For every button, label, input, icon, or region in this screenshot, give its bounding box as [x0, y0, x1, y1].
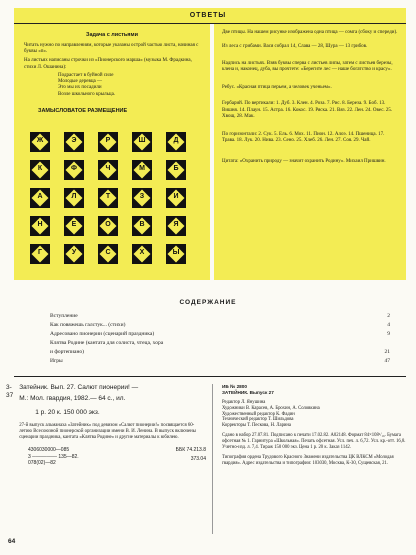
divider	[14, 376, 406, 377]
grid-cell	[30, 132, 50, 152]
biblio-price: 1 р. 20 к. 150 000 экз.	[35, 409, 100, 417]
toc-item[interactable]	[50, 321, 390, 330]
toc-item-page: 2	[387, 313, 390, 319]
grid-cell	[98, 188, 118, 208]
toc-item-label: Вступление	[50, 313, 78, 319]
toc-item-page: 47	[384, 358, 390, 364]
toc-item-label: Адресовано пионерии (сценарий праздника)	[50, 331, 155, 337]
verse-line: Молодые деревца —	[58, 79, 102, 85]
grid-cell	[132, 132, 152, 152]
biblio-line-1: Затейник. Вып. 27. Салют пионерии! —	[19, 384, 139, 391]
grid-cell	[132, 160, 152, 180]
toc-item-label: Как повяжешь галстук... (стихи)	[50, 322, 126, 328]
task-title: Задача с листьями	[86, 32, 138, 38]
grid-cell	[166, 244, 186, 264]
imprint-tech-editor: Технический редактор Т. Шильдова	[222, 417, 294, 423]
answer-quote: Цитата: «Охранить природу — значит охранить Родину». Михаил Пришвин.	[222, 158, 386, 164]
biblio-bbk: ББК 74.213.8	[175, 447, 206, 454]
toc-leader	[163, 339, 390, 348]
toc-item-page: 4	[387, 322, 390, 328]
toc-item-label: Клятва Родине (кантата для солиста, чтеца, хора	[50, 340, 164, 346]
grid-cell	[30, 216, 50, 236]
imprint-print-info: Сдано в набор 27.07.81. Подписано к печати 17.02.82. А02148. Формат 84×108¹/₁₆. Бумага офсетная № 1. Гарнитура «Школьная». Печать офсетная. Усл. печ. л. 6,72. Усл. кр.-отт. 16,8. Учетно-изд. л. 7,4. Тираж 150 000 экз. Цена 1 р. 20 к. Заказ 1142.	[222, 433, 406, 450]
grid-cell	[98, 244, 118, 264]
grid-letter: Ж	[36, 137, 44, 144]
grid-letter: И	[173, 193, 179, 200]
imprint-proofreaders: Корректоры Т. Пескова, Н. Ларина	[222, 423, 292, 429]
answer-leaves: Надпись на листьях. Взяв буквы сперва с листьев липы, затем с листьев березы, клена и, наконец, дуба, вы прочтете: «Берегите лес — наше богатство и красу».	[222, 60, 393, 72]
right-answers-panel	[214, 24, 406, 280]
grid-cell	[64, 216, 84, 236]
placement-title: ЗАМЫСЛОВАТОЕ РАЗМЕЩЕНИЕ	[38, 107, 128, 114]
grid-letter: Я	[173, 221, 179, 228]
biblio-line-2: М.: Мол. гвардия, 1982.— 64 с., ил.	[19, 395, 126, 403]
page-number: 64	[8, 538, 16, 545]
toc-title: СОДЕРЖАНИЕ	[179, 299, 237, 306]
grid-cell	[64, 160, 84, 180]
grid-letter: Х	[139, 249, 145, 256]
toc-item[interactable]	[50, 348, 390, 357]
puzzle-grid	[30, 132, 200, 272]
answer-rebus: Ребус. «Красная птица перьем, а человек ученьем».	[222, 85, 332, 90]
grid-letter: Е	[71, 221, 77, 228]
toc-leader	[78, 312, 388, 321]
toc-item[interactable]	[50, 330, 390, 339]
toc-item-page: 9	[387, 331, 390, 337]
grid-letter: Э	[71, 137, 77, 144]
task-text: Читать нужно по направлениям, которые указаны острой частью листа, начиная с буквы «п».	[24, 42, 199, 55]
grid-cell	[98, 160, 118, 180]
imprint-ib: ИБ № 2800	[222, 384, 247, 389]
biblio-code-1: 4306030000—085	[28, 447, 70, 454]
grid-letter: К	[37, 165, 43, 172]
grid-letter: Б	[173, 165, 179, 172]
grid-cell	[64, 188, 84, 208]
grid-cell	[98, 216, 118, 236]
toc-item[interactable]	[50, 357, 390, 366]
grid-letter: Д	[173, 137, 179, 144]
task-text-2: На листьях написаны строчки из «Пионерского марша» (музыка М. Фрадкина, стихи Л. Ошанина):	[24, 58, 192, 70]
grid-cell	[132, 188, 152, 208]
grid-cell	[166, 132, 186, 152]
grid-cell	[132, 244, 152, 264]
grid-letter: А	[37, 193, 43, 200]
grid-letter: Н	[37, 221, 43, 228]
toc-item[interactable]	[50, 312, 390, 321]
toc-leader	[125, 321, 387, 330]
toc-leader	[154, 330, 387, 339]
biblio-code-2: 3 ─────── 135—82.	[28, 453, 79, 460]
toc-leader	[63, 357, 385, 366]
imprint-block	[222, 384, 408, 467]
answer-mushrooms: Из леса с грибами. Вася собрал 14, Слава — 28, Шура — 13 грибов.	[222, 44, 368, 50]
grid-cell	[30, 160, 50, 180]
imprint-artists: Художники В. Карасев, А. Брохин, А. Соловкина	[222, 405, 320, 411]
grid-cell	[132, 216, 152, 236]
verse-line: Подрастает в буйной силе	[58, 72, 114, 78]
grid-cell	[30, 188, 50, 208]
grid-letter: О	[105, 221, 111, 228]
imprint-editor: Редактор Л. Янушина	[222, 399, 266, 405]
biblio-code-3: 078(02)—82	[28, 459, 56, 466]
toc-item-label: и фортепиано)	[50, 349, 85, 355]
imprint-typography: Типография ордена Трудового Красного Знамени издательства ЦК ВЛКСМ «Молодая гвардия». Адрес издательства и типографии: 103030, Москва, К-30, Сущевская, 21.	[222, 454, 394, 466]
toc-item-label: Игры	[50, 358, 63, 364]
grid-letter: В	[139, 221, 145, 228]
grid-letter: С	[105, 249, 111, 256]
answer-herbarium-vertical: Гербарий. По вертикали: 1. Дуб. 3. Клен. 4. Роза. 7. Рис. 8. Береза. 9. Боб. 13. Вишня. 14. Плаун. 15. Астра. 16. Кокос. 19. Ряска. 21. Вяз. 22. Лен. 24. Овес. 25. Хвощ. 28. Мак.	[222, 101, 393, 119]
answer-birds: Две птицы. На нашем рисунке изображена одна птица — сомга (сбоку и спереди).	[222, 30, 398, 35]
page-title: ОТВЕТЫ	[189, 12, 227, 19]
bibliographic-block	[6, 384, 206, 466]
grid-letter: Р	[105, 137, 111, 144]
grid-cell	[166, 160, 186, 180]
verse-line: Это мы их посадили	[58, 85, 102, 91]
biblio-udc: 373.04	[190, 455, 206, 462]
toc-leader	[84, 348, 384, 357]
grid-cell	[166, 188, 186, 208]
table-of-contents	[50, 312, 390, 366]
grid-letter: Л	[71, 193, 77, 200]
biblio-code: 3-37	[6, 384, 14, 400]
answer-herbarium-horizontal: По горизонтали: 2. Сук. 5. Ель. 6. Мох. 11. Пион. 12. Алоэ. 14. Пшеница. 17. Трава. 18. Лук. 20. Нива. 23. Сено. 25. Хлеб. 26. Лен. 27. Соя. 29. Чай.	[222, 132, 385, 144]
grid-cell	[64, 132, 84, 152]
grid-cell	[98, 132, 118, 152]
grid-letter: Г	[38, 249, 42, 256]
grid-letter: Ш	[138, 137, 146, 144]
grid-letter: Ч	[105, 165, 111, 172]
imprint-art-editor: Художественный редактор К. Фадин	[222, 411, 295, 417]
column-divider	[212, 384, 213, 534]
grid-letter: З	[139, 193, 145, 200]
toc-item[interactable]	[50, 339, 390, 348]
grid-cell	[166, 216, 186, 236]
grid-letter: Ы	[172, 249, 180, 256]
grid-cell	[30, 244, 50, 264]
verse-line: Возле школьного крыльца.	[58, 91, 116, 97]
grid-letter: Т	[105, 193, 111, 200]
grid-letter: М	[139, 165, 145, 172]
imprint-name: ЗАТЕЙНИК. Выпуск 27	[222, 389, 274, 395]
grid-letter: У	[71, 249, 77, 256]
grid-cell	[64, 244, 84, 264]
toc-item-page: 21	[384, 349, 390, 355]
biblio-annotation: 27-й выпуск альманаха «Затейник» под девизом «Салют пионерии!» посвящается 60-летию Всесоюзной пионерской организации имени В. И. Ленина. В выпуск включены сценарии праздника, кантата «Клятва Родине» и другие материалы к юбилею.	[19, 423, 196, 441]
grid-letter: Ф	[71, 165, 77, 172]
